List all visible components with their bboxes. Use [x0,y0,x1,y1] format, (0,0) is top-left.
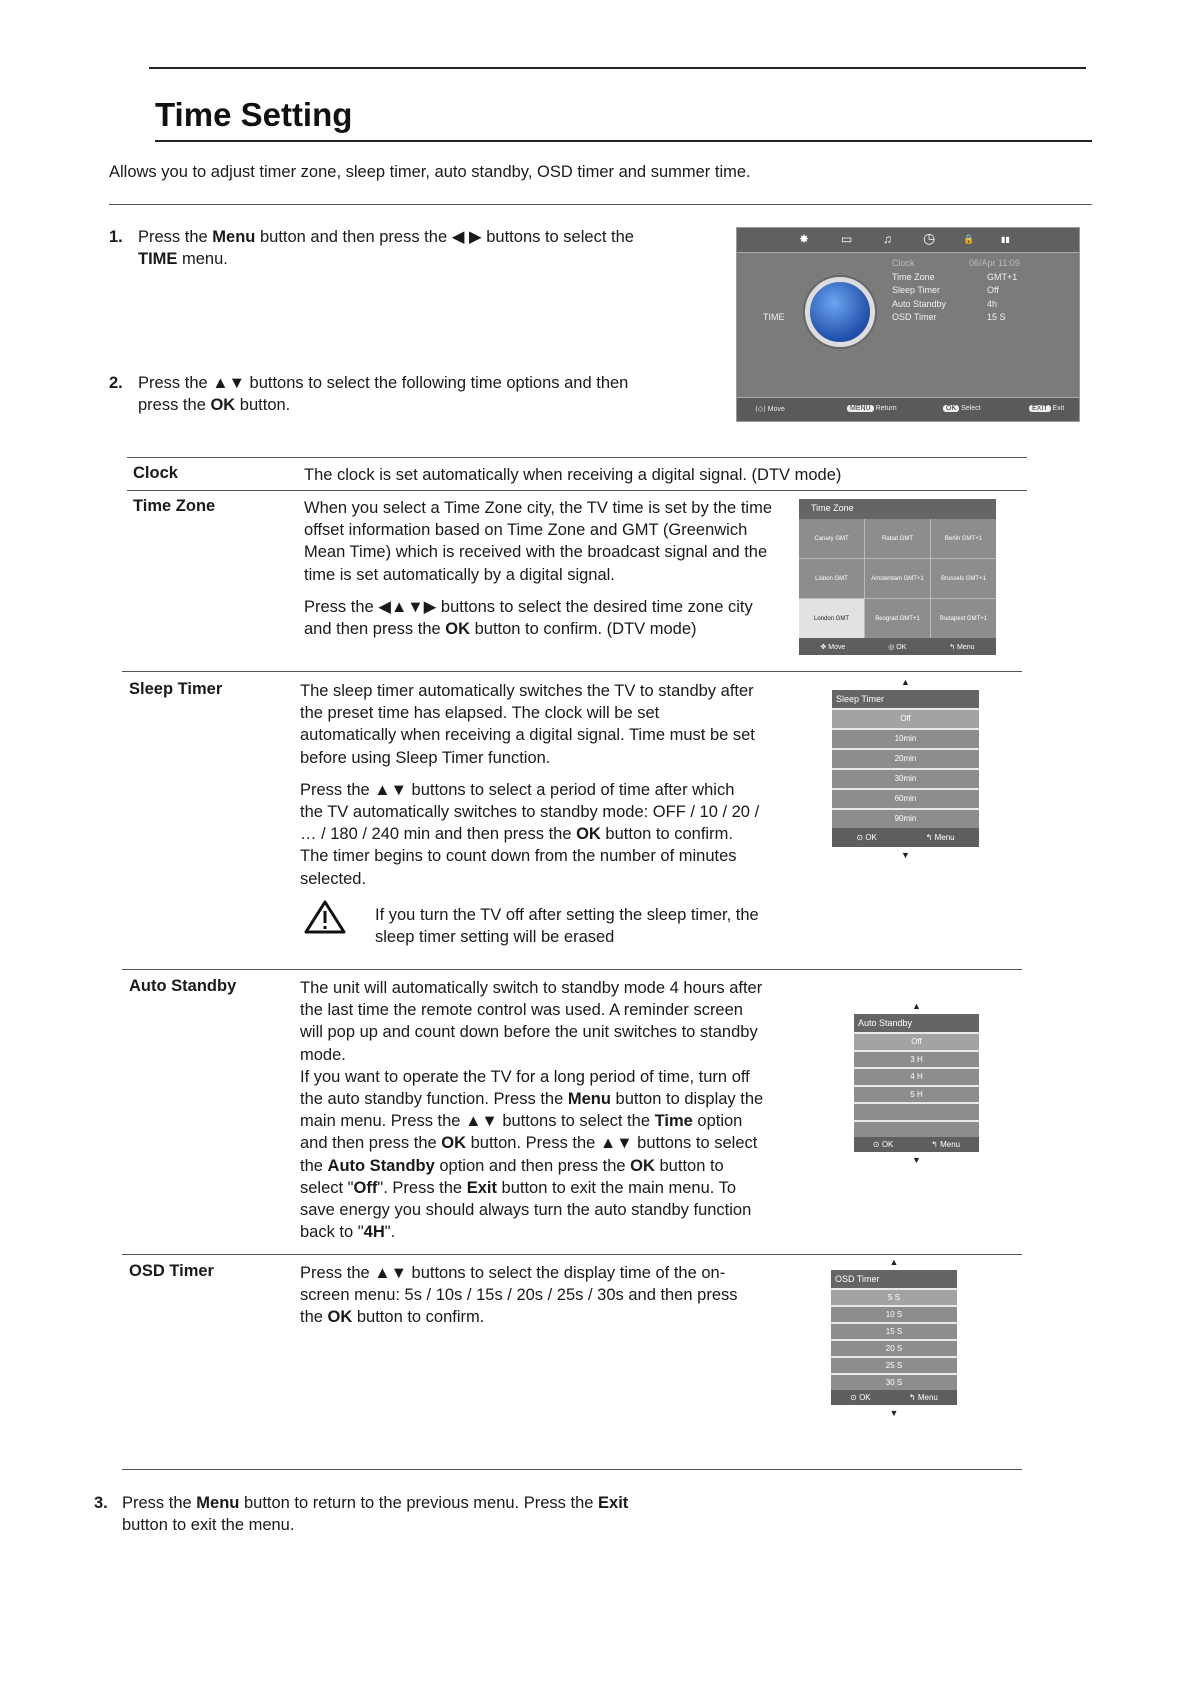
bold-text: Off [353,1178,378,1197]
table-rule [122,969,1022,970]
clock-description [304,464,1004,496]
menu-option[interactable]: 30min [832,768,979,788]
bold-text: OK [327,1308,353,1327]
menu-option[interactable]: 60min [832,788,979,808]
screen-icon: ▭ [841,232,853,246]
scroll-up-icon: ▲ [901,677,910,687]
return-hint [847,405,897,412]
ok-hint: ⊙ OK [872,1140,894,1149]
clock-graphic [805,277,875,347]
ok-label: OK [859,1393,871,1402]
paragraph [304,596,774,640]
scroll-down-icon: ▼ [889,1408,899,1418]
tz-menu-hint: ↰ Menu [949,643,975,651]
menu-label: Menu [940,1140,961,1149]
menu-option[interactable]: 5 H [854,1085,979,1103]
return-label: Return [875,405,897,412]
menu-footer [831,1390,957,1405]
menu-option[interactable]: 30 S [831,1373,957,1390]
exit-key-icon: EXIT [1029,405,1051,412]
lock-icon: 🔒 [963,234,975,244]
menu-row-label: Auto Standby [892,298,947,309]
bold-text: 4H [363,1223,385,1242]
sound-icon: ♫ [883,232,892,246]
section-label: TIME [763,312,785,322]
tz-footer [799,638,996,655]
tz-city-grid [799,519,996,638]
intro-text: Allows you to adjust timer zone, sleep timer, auto standby, OSD timer and summer time. [109,163,751,181]
bold-text: OK [630,1156,655,1175]
page-title: Time Setting [155,96,353,133]
step-text [138,372,669,416]
menu-footer [854,1137,979,1152]
text-run: Press the ▲▼ buttons to select the following time options and then press the [138,374,629,415]
menu-option[interactable]: 20min [832,748,979,768]
text-run: button and then press the ◀ ▶ buttons to select the [255,228,634,246]
osd-timer-menu-screenshot [831,1257,957,1418]
text-run: The clock is set automatically when receiving a digital signal. (DTV mode) [304,466,842,484]
auto-standby-description [300,977,765,1243]
step-2 [109,372,669,416]
step-number: 3. [94,1494,108,1512]
option-label-clock: Clock [133,464,178,482]
time-menu-screenshot [736,227,1080,422]
table-rule [122,1469,1022,1470]
menu-footer [737,397,1079,421]
menu-row-value: GMT+1 [987,271,1018,282]
paragraph [304,464,1004,486]
menu-option[interactable]: 10 S [831,1305,957,1322]
select-label: Select [961,405,981,412]
tz-move-hint: ✥ Move [820,643,846,651]
tz-city-cell[interactable]: Berlin GMT+1 [931,519,996,558]
tz-city-cell[interactable]: Amsterdam GMT+1 [865,559,930,598]
bold-text: OK [445,620,471,639]
menu-option[interactable]: Off [832,708,979,728]
table-rule [122,671,1022,672]
table-rule [127,457,1027,458]
time-zone-menu-screenshot [799,499,996,654]
bold-text: OK [441,1134,467,1153]
menu-title: Auto Standby [854,1014,979,1032]
move-label: Move [767,406,785,413]
text-run: The unit will automatically switch to standby mode 4 hours after the last time the remote control was used. A reminder screen will pop up and count down before the unit switches to standby mode. [300,979,763,1064]
text-run: Press the ▲▼ buttons to select a period of time after which the TV automatically switches to standby mode: OFF / 10 / 20 / … / 180 / 240 min and then press the [300,780,760,844]
menu-key-icon: MENU [847,405,874,412]
menu-option[interactable]: 3 H [854,1050,979,1068]
text-run: When you select a Time Zone city, the TV time is set by the time offset information based on Time Zone and GMT (Greenwich Mean Time) which is received with the broadcast signal and the time is set automatically by a digital signal. [304,499,772,584]
bold-text: Menu [212,228,256,246]
exit-hint [1029,405,1064,412]
paragraph [300,1066,765,1244]
scroll-up-icon: ▲ [912,1001,921,1011]
menu-row-value: 15 S [987,312,1006,322]
move-hint: ⟨◇⟩ Move [755,406,785,413]
step-text [122,1492,674,1536]
step-1 [109,226,669,270]
menu-option[interactable]: 10min [832,728,979,748]
bold-text: OK [210,396,236,415]
text-run: Press the ▲▼ buttons to select the display time of the on-screen menu: 5s / 10s / 15s / 20s / 25s / 30s and then press the [300,1264,738,1327]
menu-hint: ↰ Menu [908,1393,938,1402]
ok-hint: ⊙ OK [850,1393,871,1402]
tz-city-cell[interactable]: Rabat GMT [865,519,930,558]
scroll-up-icon: ▲ [889,1257,899,1267]
menu-option[interactable]: 25 S [831,1356,957,1373]
text-run: option and then press the [434,1156,631,1175]
menu-option[interactable]: Off [854,1032,979,1050]
ok-label: OK [881,1140,894,1149]
text-run: button to select " [300,1156,724,1197]
osd-timer-description [300,1262,750,1339]
menu-row-value: 4h [987,298,998,309]
menu-tab-bar [737,228,1079,253]
top-rule [149,67,1086,69]
menu-label: Menu [917,1393,938,1402]
menu-option[interactable] [854,1120,979,1138]
text-run: button. [235,396,291,415]
tz-city-cell[interactable]: London GMT [799,599,864,638]
menu-row-label: Time Zone [892,271,935,282]
ok-label: OK [865,833,877,842]
text-run: Press the [122,1494,197,1512]
text-run: button. Press the ▲▼ buttons to select the [300,1134,758,1175]
title-underline [155,140,1092,142]
scroll-down-icon: ▼ [912,1155,921,1165]
text-run: button to exit the menu. [122,1516,295,1535]
menu-row-label: OSD Timer [892,312,937,322]
menu-option[interactable]: 15 S [831,1322,957,1339]
step-number: 2. [109,374,123,392]
time-zone-description [304,497,774,650]
text-run: ". Press the [377,1178,467,1197]
move-label: Move [828,643,846,651]
option-label-osd-timer: OSD Timer [129,1262,214,1280]
ok-hint: ⊙ OK [856,833,877,842]
table-rule [127,490,1027,491]
text-run: If you want to operate the TV for a long period of time, turn off the auto standby function. Press the [300,1067,750,1109]
setup-icon: ▮▮ [1001,235,1010,244]
paragraph [300,977,765,1066]
tz-menu-title: Time Zone [799,499,996,519]
bold-text: Menu [196,1494,240,1512]
paragraph [300,779,760,890]
bold-text: OK [576,825,601,844]
text-run: Press the [138,228,213,246]
menu-footer [832,828,979,847]
sleep-timer-warning: If you turn the TV off after setting the sleep timer, the sleep timer setting will be erased [375,906,759,947]
menu-label: Menu [957,643,975,651]
step-3 [94,1492,674,1536]
bold-text: Exit [598,1494,629,1512]
menu-title: OSD Timer [831,1270,957,1288]
menu-option[interactable]: 4 H [854,1067,979,1085]
text-run: button to return to the previous menu. Press the [239,1494,599,1512]
tz-city-cell[interactable]: Canary GMT [799,519,864,558]
warning-icon [303,899,347,935]
bold-text: Exit [466,1178,497,1197]
text-run: The sleep timer automatically switches the TV to standby after the preset time has elapsed. The clock will be set automatically when receiving a digital signal. Time must be set before using Sleep Timer function. [300,682,755,767]
menu-row-value: Off [987,285,999,295]
text-run: Press the ◀▲▼▶ buttons to select the desired time zone city and then press the [304,597,753,639]
divider [109,204,1092,205]
option-label-auto-standby: Auto Standby [129,977,237,995]
text-run: button to exit the main menu. To save energy you should always turn the auto standby function back to " [300,1178,752,1242]
text-run: button to display the main menu. Press the ▲▼ buttons to select the [300,1090,764,1131]
menu-option[interactable]: 90min [832,808,979,828]
tz-city-cell[interactable]: Lisbon GMT [799,559,864,598]
tz-city-cell[interactable]: Beograd GMT+1 [865,599,930,638]
option-label-time-zone: Time Zone [133,497,216,515]
tz-city-cell[interactable]: Brussels GMT+1 [931,559,996,598]
text-run: button to confirm. The timer begins to count down from the number of minutes selected. [300,825,737,888]
text-run: menu. [177,250,228,269]
text-run: option and then press the [300,1112,743,1153]
bold-text: Auto Standby [327,1156,435,1175]
ok-label: OK [896,643,907,651]
menu-row-label: Clock [892,258,915,268]
bold-text: Menu [567,1090,611,1109]
step-number: 1. [109,228,123,246]
menu-option[interactable]: 5 S [831,1288,957,1305]
paragraph [304,497,774,586]
text-run: ". [384,1223,396,1242]
menu-label: Menu [934,833,955,842]
tz-ok-hint: ◎ OK [888,643,907,651]
menu-row-value: 06/Apr 11:09 [969,258,1020,268]
exit-label: Exit [1052,405,1065,412]
clock-icon: ◷ [923,230,936,246]
bold-text: Time [654,1112,693,1131]
table-rule [122,1254,1022,1255]
option-label-sleep-timer: Sleep Timer [129,680,223,698]
menu-title: Sleep Timer [832,690,979,708]
step-text [138,226,669,270]
select-hint [943,405,981,412]
picture-icon: ✸ [799,232,810,246]
paragraph [300,1262,750,1329]
text-run: button to confirm. (DTV mode) [470,620,697,639]
bold-text: TIME [138,250,178,269]
sleep-timer-menu-screenshot [832,677,979,860]
menu-hint: ↰ Menu [925,833,955,842]
paragraph [300,680,760,769]
ok-key-icon: OK [943,405,959,412]
scroll-down-icon: ▼ [901,850,910,860]
sleep-timer-description [300,680,760,900]
menu-option[interactable]: 20 S [831,1339,957,1356]
text-run: button to confirm. [352,1308,485,1327]
auto-standby-menu-screenshot [854,1001,979,1165]
menu-row-label: Sleep Timer [892,285,941,295]
menu-option[interactable] [854,1102,979,1120]
menu-hint: ↰ Menu [931,1140,961,1149]
tz-city-cell[interactable]: Budapest GMT+1 [931,599,996,638]
